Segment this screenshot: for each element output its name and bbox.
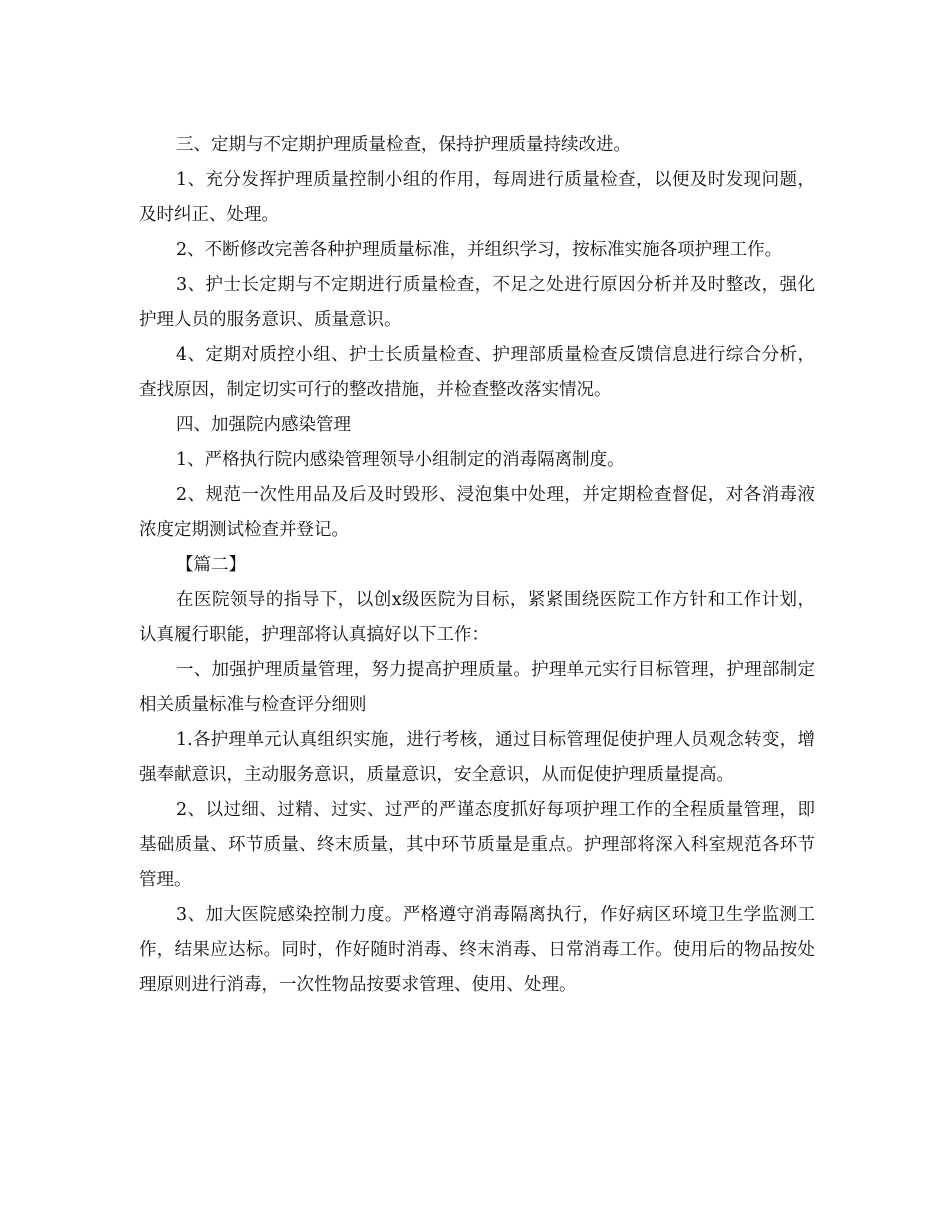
section-heading-3: 三、定期与不定期护理质量检查，保持护理质量持续改进。	[176, 135, 631, 155]
paragraph-item-3-1: 1、充分发挥护理质量控制小组的作用，每周进行质量检查，以便及时发现问题，及时纠正、处理。	[139, 170, 815, 225]
paragraph-item-3-3: 3、护士长定期与不定期进行质量检查，不足之处进行原因分析并及时整改，强化护理人员的服务意识、质量意识。	[139, 275, 815, 330]
section-heading-1: 一、加强护理质量管理，努力提高护理质量。护理单元实行目标管理，护理部制定相关质量标准与检查评分细则	[139, 660, 815, 715]
paragraph-item-4-2: 2、规范一次性用品及后及时毁形、浸泡集中处理，并定期检查督促，对各消毒液浓度定期测试检查并登记。	[139, 485, 815, 540]
paragraph-item-3-2: 2、不断修改完善各种护理质量标准，并组织学习，按标准实施各项护理工作。	[176, 240, 783, 260]
document-body	[139, 128, 815, 1003]
paragraph-item-1-1: 1.各护理单元认真组织实施，进行考核，通过目标管理促使护理人员观念转变，增强奉献意识，主动服务意识，质量意识，安全意识，从而促使护理质量提高。	[139, 730, 815, 785]
paragraph-item-4-1: 1、严格执行院内感染管理领导小组制定的消毒隔离制度。	[176, 450, 625, 470]
part-two-intro: 在医院领导的指导下，以创x级医院为目标，紧紧围绕医院工作方针和工作计划，认真履行职能，护理部将认真搞好以下工作：	[139, 590, 815, 645]
paragraph-item-1-3: 3、加大医院感染控制力度。严格遵守消毒隔离执行，作好病区环境卫生学监测工作，结果应达标。同时，作好随时消毒、终末消毒、日常消毒工作。使用后的物品按处理原则进行消毒，一次性物品按要求管理、使用、处理。	[139, 905, 815, 995]
paragraph-item-3-4: 4、定期对质控小组、护士长质量检查、护理部质量检查反馈信息进行综合分析，查找原因，制定切实可行的整改措施，并检查整改落实情况。	[139, 345, 815, 400]
paragraph-item-1-2: 2、以过细、过精、过实、过严的严谨态度抓好每项护理工作的全程质量管理，即基础质量、环节质量、终末质量，其中环节质量是重点。护理部将深入科室规范各环节管理。	[139, 800, 815, 890]
section-heading-4: 四、加强院内感染管理	[176, 415, 351, 435]
part-two-heading: 【篇二】	[176, 555, 246, 575]
